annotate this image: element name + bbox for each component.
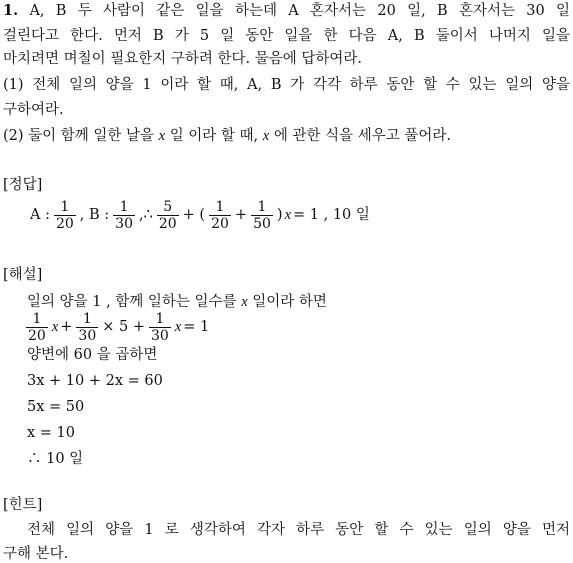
problem-number: 1.	[3, 2, 19, 19]
fraction-s1: $\frac{1}{20}$	[28, 310, 46, 344]
question-2-pre: (2) 둘이 함께 일한 날을	[3, 128, 155, 144]
solution-x2: x	[174, 319, 182, 335]
fraction-s2: $\frac{1}{30}$	[78, 310, 97, 344]
solution-eq-b: 5x = 50	[27, 399, 85, 415]
equals-one: = 1	[183, 319, 210, 335]
solution-line-1-post: 일이라 하면	[252, 294, 327, 310]
answer-header: [정답]	[3, 177, 43, 193]
question-2-mid: 일 이라 할 때,	[169, 128, 259, 144]
question-2-post: 에 관한 식을 세우고 풀어라.	[273, 128, 451, 144]
times-five: × 5 +	[102, 319, 145, 335]
hint-line-2: 구해 본다.	[3, 546, 69, 562]
solution-x1: x	[51, 319, 59, 335]
fraction-e1: $\frac{5}{20}$	[158, 198, 177, 232]
solution-line-3: 양변에 60 을 곱하면	[27, 347, 158, 363]
question-2-var: x	[158, 128, 166, 144]
question-2-var2: x	[262, 128, 270, 144]
solution-line-1-pre: 일의 양을 1 , 함께 일하는 일수를	[27, 294, 237, 310]
plus: +	[234, 207, 248, 223]
solution-eq-a: 3x + 10 + 2x = 60	[27, 373, 163, 389]
question-2	[3, 127, 451, 145]
answer-a-label: A :	[30, 207, 50, 223]
plus-a: +	[60, 319, 73, 335]
therefore-symbol: ,∴	[139, 207, 153, 223]
fraction-b: $\frac{1}{30}$	[115, 198, 133, 232]
hint-header: [힌트]	[3, 497, 43, 513]
solution-line-1-var: x	[241, 294, 248, 310]
solution-header: [해설]	[3, 267, 43, 283]
problem-line-2: 걸린다고 한다. 먼저 B 가 5 일 동안 일을 한 다음 A, B 둘이서 나머지 일을	[3, 28, 570, 44]
solution-eq-d: ∴ 10 일	[27, 451, 84, 467]
solution-eq-c: x = 10	[27, 425, 75, 441]
hint-line-1: 전체 일의 양을 1 로 생각하여 각자 하루 동안 할 수 있는 일의 양을 먼저	[27, 522, 570, 538]
answer-b-label: , B :	[79, 207, 110, 223]
answer-result: = 1 , 10 일	[293, 207, 370, 223]
fraction-s3: $\frac{1}{30}$	[151, 310, 169, 344]
plus-open: + (	[182, 207, 206, 223]
paren-close: )	[276, 207, 283, 223]
fraction-e3: $\frac{1}{50}$	[253, 198, 271, 232]
fraction-a: $\frac{1}{20}$	[55, 198, 74, 232]
problem-line-3: 마치려면 며칠이 필요한지 구하려 한다. 물음에 답하여라.	[3, 51, 363, 67]
solution-equation-1	[24, 308, 209, 346]
problem-text-1: A, B 두 사람이 같은 일을 하는데 A 혼자서는 20 일, B 혼자서는 30 일	[29, 3, 571, 19]
fraction-e2: $\frac{1}{20}$	[211, 198, 229, 232]
answer-line	[30, 195, 370, 235]
problem-line-1	[3, 2, 570, 20]
question-1-line-1: (1) 전체 일의 양을 1 이라 할 때, A, B 가 각각 하루 동안 할 수 있는 일의 양을	[3, 77, 570, 93]
question-1-line-2: 구하여라.	[3, 102, 64, 118]
answer-x: x	[284, 207, 292, 223]
